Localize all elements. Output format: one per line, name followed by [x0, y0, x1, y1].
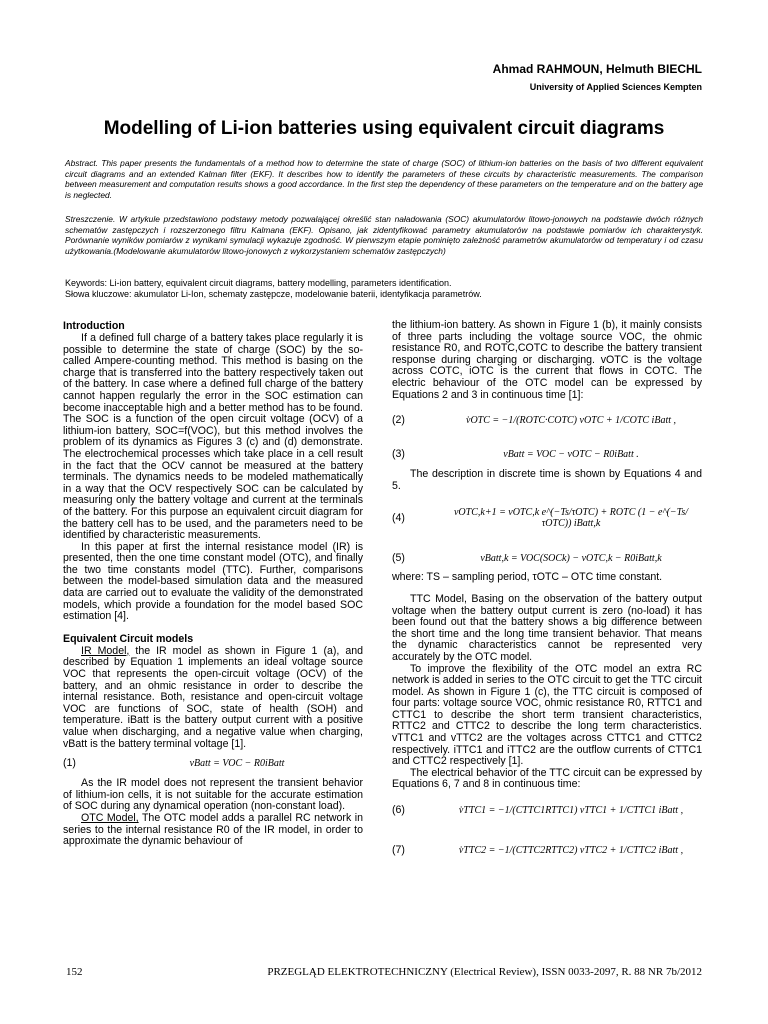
equation-number: (3) [392, 448, 405, 461]
equation-body: vBatt = VOC − R0iBatt [189, 758, 285, 770]
equation-body: vOTC,k+1 = vOTC,k e^(−Ts/τOTC) + ROTC (1 − e^(−Ts/τOTC)) iBatt,k [453, 506, 688, 530]
equation-7 [392, 831, 702, 871]
paper-title: Modelling of Li-ion batteries using equivalent circuit diagrams [103, 118, 665, 139]
otc-model-label: OTC Model, [81, 811, 139, 824]
equation-1 [63, 750, 363, 778]
paragraph: TTC Model, Basing on the observation of the battery output voltage when the battery output current is zero (no-load) it has been found out that the battery shows a big difference between the short time and the long time transient behavior. That means the dynamic characteristics cannot be represented very accurately by the OTC model. [392, 592, 702, 663]
equation-body: vBatt = VOC − vOTC − R0iBatt . [503, 449, 639, 461]
right-column [392, 320, 702, 871]
equation-4 [392, 492, 702, 544]
equation-number: (7) [392, 844, 405, 857]
journal-footer: PRZEGLĄD ELEKTROTECHNICZNY (Electrical Review), ISSN 0033-2097, R. 88 NR 7b/2012 [267, 966, 702, 978]
paragraph: To improve the flexibility of the OTC model an extra RC network is added in series to the OTC circuit to get the TTC circuit model. As shown in Figure 1 (c), the TTC circuit is composed of four parts: voltage source VOC, ohmic resistance R0, RTTC1 and CTTC1 to describe the short term transient characteristics, RTTC2 and CTTC2 to describe the long term characteristics. vTTC1 and vTTC2 are the voltages across CTTC1 and CTTC2 respectively. iTTC1 and iTTC2 are the outflow currents of CTTC1 and CTTC2 respectively [1]. [392, 662, 702, 768]
left-column [63, 320, 363, 848]
paragraph-text: The OTC model adds a parallel RC network in series to the internal resistance R0 of the IR model, in order to approximate the dynamic behaviour of [63, 811, 363, 848]
ir-model-label: IR Model, [81, 644, 130, 657]
equation-2 [392, 401, 702, 441]
keywords [65, 278, 703, 300]
abstract-polish: Streszczenie. W artykule przedstawiono podstawy metody pozwalającej określić stan naładowania (SOC) akumulatorów litowo-jonowych na podstawie dwóch różnych schematów zastępczych i rozszerzonego filtru Kalmana (EKF). Opisano, jak zidentyfikować parametry akumulatorów na podstawie pomiarów ich charakterystyk. Porównanie wyników pomiarów z wynikami symulacji wykazuje zgodność. W pierwszym etapie pominięto zależność parametrów akumulatorów od temperatury i od czasu użytkowania.(Modelowanie akumulatorów litowo-jonowych z wykorzystaniem schematów zastępczych) [65, 214, 703, 256]
page-number: 152 [66, 966, 83, 978]
paragraph-otc-model [63, 813, 363, 848]
equation-3 [392, 441, 702, 469]
paragraph: The description in discrete time is shown by Equations 4 and 5. [392, 468, 702, 492]
equation-body: vBatt,k = VOC(SOCk) − vOTC,k − R0iBatt,k [480, 552, 662, 564]
equation-body: v̇TTC2 = −1/(CTTC2RTTC2) vTTC2 + 1/CTTC2 iBatt , [458, 845, 684, 857]
equation-body: v̇OTC = −1/(ROTC·COTC) vOTC + 1/COTC iBatt , [466, 415, 676, 427]
equation-body: v̇TTC1 = −1/(CTTC1RTTC1) vTTC1 + 1/CTTC1 iBatt , [458, 805, 684, 817]
paragraph-text: the IR model as shown in Figure 1 (a), and described by Equation 1 implements an ideal voltage source VOC that represents the open-circuit voltage (OCV) of the battery, and an ohmic resistance in order to describe the internal resistance. Both, resistance and open-circuit voltage VOC are functions of SOC, state of health (SOH) and temperature. iBatt is the battery output current with a positive value when discharging, and a negative value when charging, vBatt is the battery terminal voltage [1]. [63, 644, 363, 750]
equation-number: (2) [392, 414, 405, 427]
affiliation: University of Applied Sciences Kempten [529, 82, 702, 92]
paragraph: the lithium-ion battery. As shown in Figure 1 (b), it mainly consists of three parts including the voltage source VOC, the ohmic resistance R0, and ROTC,COTC to describe the battery transient response during charging or discharging. vOTC is the voltage across COTC, iOTC is the current that flows in COTC. The electric behaviour of the OTC model can be expressed by Equations 2 and 3 in continuous time [1]: [392, 319, 702, 401]
equation-number: (5) [392, 551, 405, 564]
paragraph: As the IR model does not represent the transient behavior of lithium-ion cells, it is not suitable for the accurate estimation of SOC during any dynamical operation (non-constant load). [63, 777, 363, 813]
paragraph: The electrical behavior of the TTC circuit can be expressed by Equations 6, 7 and 8 in continuous time: [392, 766, 702, 791]
keywords-english: Keywords: Li-ion battery, equivalent circuit diagrams, battery modelling, parameters identification. [65, 278, 452, 288]
paragraph-ir-model [63, 646, 363, 750]
equation-number: (1) [63, 757, 76, 770]
equation-6 [392, 791, 702, 831]
authors: Ahmad RAHMOUN, Helmuth BIECHL [492, 62, 702, 76]
paragraph: In this paper at first the internal resistance model (IR) is presented, then the one time constant model (OTC), and finally the two time constants model (TTC). Further, comparisons between the model-based simulation data and the measured data are carried out to evaluate the validity of the demonstrated models, which provide a foundation for the model based SOC estimation [4]. [63, 540, 363, 623]
equation-5 [392, 544, 702, 572]
where-clause: where: TS – sampling period, τOTC – OTC time constant. [392, 571, 663, 584]
equation-number: (6) [392, 804, 405, 817]
abstract: Abstract. This paper presents the fundamentals of a method how to determine the state of charge (SOC) of lithium-ion batteries on the basis of two different equivalent circuit diagrams and an extended Kalman filter (EKF). It describes how to identify the parameters of these circuits by characteristic measurements. The comparison between measurement and computation results shows a good accordance. In the first step the dependency of these parameters on the temperature and on the battery age is neglected. [65, 158, 703, 200]
paragraph: If a defined full charge of a battery takes place regularly it is possible to determine the state of charge (SOC) by the so-called Ampere-counting method. This method is basing on the charge that is transferred into the battery respectively taken out of the battery. In case where a defined full charge of the battery cannot happen regularly the error in the SOC estimation can become inacceptable high and a better method has to be found. The SOC is a function of the open circuit voltage (OCV) of a lithium-ion battery, SOC=f(VOC), but this method involves the problem of its dynamics as Figures 3 (c) and (d) demonstrate. The electrochemical processes which take place in a cell result in the fact that the OCV cannot be measured at the battery terminals. The dynamics needs to be modeled mathematically in a way that the OCV respectively SOC can be calculated by measuring only the battery voltage and current at the terminals of the battery. For this purpose an equivalent circuit diagram for the battery cell has to be used, and the parameters need to be identified by characteristic measurements. [63, 332, 363, 542]
section-heading-introduction: Introduction [63, 320, 125, 332]
keywords-polish: Słowa kluczowe: akumulator Li-Ion, schematy zastępcze, modelowanie baterii, identyfikacja parametrów. [65, 289, 482, 299]
section-heading-equivalent-circuit-models: Equivalent Circuit models [63, 632, 194, 645]
equation-number: (4) [392, 511, 405, 524]
